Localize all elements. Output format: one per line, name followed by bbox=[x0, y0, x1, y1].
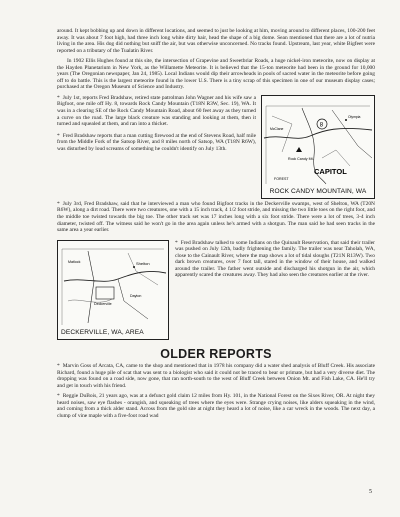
body-text-column bbox=[57, 28, 375, 424]
bullet-marker: * bbox=[57, 132, 60, 139]
mountain-marker-icon bbox=[296, 147, 302, 152]
report-text-wagner: July 1st, reports Fred Bradshaw, retired state patrolman John Wagner and his wife saw a Bigfoot, one mile off Hy. 8, towards Rock Candy Mountain (T18N R3W, Sec. 19), WA. It was in a clearing SE of the Rock Candy Mountain Road, about 60 feet away as they turned a curve on the road. The large black creature was standing and looking at them, then it turned and squealed at them, and ran into a thicket. bbox=[57, 94, 256, 128]
bullet-marker: * bbox=[57, 393, 60, 400]
bullet-marker: * bbox=[57, 94, 60, 101]
deckerville-label: Deckerville bbox=[94, 301, 112, 306]
report-text-quinault: Fred Bradshaw talked to some Indians on the Quinault Reservation, that said their trailer was pushed on July 12th, badly frightening the family. The trailer was near Taholah, WA, close to the Cainault River, where the map shows a lot of tidal sloughs (T21N R13W). Two dark brown creatures, over 7 foot tall, stared in the window of their house, and walked around the trailer. The father went outside and discharged his shotgun in the air, which apparently scared the creatures away. They had also seen the creatures earlier at the river. bbox=[175, 239, 375, 279]
report-text-deckerville: July 3rd, Fred Bradshaw, said that he interviewed a man who found Bigfoot tracks in the Deckerville swamps, west of Shelton, WA (T20N R6W), along a dirt road. There were two creatures, one with a 15 inch track, 4 1/2 foot stride, and missing the two little toes on the right foot, and the middle toe twisted towards the big toe. The other track set was 17 inches long with a six foot stride. There were a lot of trees, 3-4 inch diameter, twisted off. The witness said he won't go in the area again unless he's armed with a shotgun. The man said he had seen tracks in the same area a year earlier. bbox=[57, 200, 375, 234]
paragraph-meteorite: In 1902 Ellis Hughes found at this site, the intersection of Grapevine and Sweetbriar Roads, a huge nickel-iron meteorite, now on display at the Hayden Planetarium in New York, as the Willamette Meteorite. It is believed that the 15-ton meteorite had been in the ground for 10,000 years (The Oregonian newspaper, Jan 24, 1985). Local Indians would dip their arrowheads in pools of sacred water in the meteorite before going off to do battle. This is the largest meteorite found in the lower U.S. There is a tiny scrap of this specimen in one of our museum display cases; purchased at the Oregon Museum of Science and Industry. bbox=[57, 58, 375, 91]
dayton-label: Dayton bbox=[130, 293, 142, 298]
map-rock-candy-mountain bbox=[261, 95, 375, 199]
rock-candy-map-drawing bbox=[262, 96, 374, 186]
bullet-marker: * bbox=[175, 239, 178, 246]
map-caption-rock-candy: ROCK CANDY MOUNTAIN, WA bbox=[269, 188, 367, 196]
page-number: 5 bbox=[369, 489, 372, 495]
map-deckerville bbox=[57, 240, 169, 340]
mcclane-label: McClane bbox=[270, 126, 284, 131]
matlock-label: Matlock bbox=[68, 259, 81, 264]
report-item-dubois bbox=[57, 393, 375, 419]
report-text-dubois: Reggie DuBois, 21 years ago, was at a defunct gold claim 12 miles from Hy. 101, in the National Forest on the Sixes River, OR. At night they heard noises, saw eye flashes - orangish, and squeaking of trees where the eyes were. Strange crying noises, like alders squeaking in the wind, and coming from a thick alder stand. Across from the gold site at night they heard a lot of noise, like a car wreck in the woods. The next day, a clump of vine maple with a five-foot road wad bbox=[57, 393, 375, 420]
capitol-label: CAPITOL bbox=[314, 166, 347, 176]
deckerville-map-drawing bbox=[58, 241, 168, 327]
olympia-label: Olympia bbox=[348, 114, 361, 119]
report-text-goss: Marvin Goss of Arcata, CA, came to the shop and mentioned that in 1978 his company did a water shed analysis of Bluff Creek. His associate Richard, found a huge pile of scat that was sent to a biologist who said it could not be traced to bear or primate, but had a very diverse diet. The dropping was found on a road side, now gone, that ran north-south to the west of Bluff Creek between Onion Mt. and Fish Lake, CA. He'll try and get in touch with his friend. bbox=[57, 363, 375, 389]
map-caption-deckerville: DECKERVILLE, WA, AREA bbox=[61, 329, 144, 337]
report-text-firewood: Fred Bradshaw reports that a man cutting firewood at the end of Stevens Road, half mile from the Middle Fork of the Satsop River, and 8 miles north of Satsop, WA (T18N R6W), was disturbed by loud screams of something he couldn't identify on July 13th. bbox=[57, 132, 256, 152]
bullet-marker: * bbox=[57, 363, 60, 370]
report-item-deckerville bbox=[57, 201, 375, 234]
bullet-marker: * bbox=[57, 200, 60, 207]
report-item-goss bbox=[57, 363, 375, 389]
route-8-label: 8 bbox=[319, 122, 324, 129]
mountain-label: Rock Candy Mt. bbox=[288, 156, 314, 161]
section-heading-older-reports: OLDER REPORTS bbox=[160, 346, 272, 361]
shelton-label: Shelton bbox=[136, 260, 150, 266]
paragraph-nutria-sighting: around. It kept bobbing up and down in different locations, and seemed to just be looking at him, moving around to different places, 100-200 feet away. It was about 7 foot high, had three inch long white dirty hair, head the shape of a big dome. Sean mentioned that there are a lot of nutria living in the area. His dog did nothing but sniff the air, but was otherwise unconcerned. No tracks found. Upstream, last year, white Bigfeet were reported on a tributary of the Tualatin River. bbox=[57, 28, 375, 54]
forest-label: FOREST bbox=[274, 176, 289, 181]
